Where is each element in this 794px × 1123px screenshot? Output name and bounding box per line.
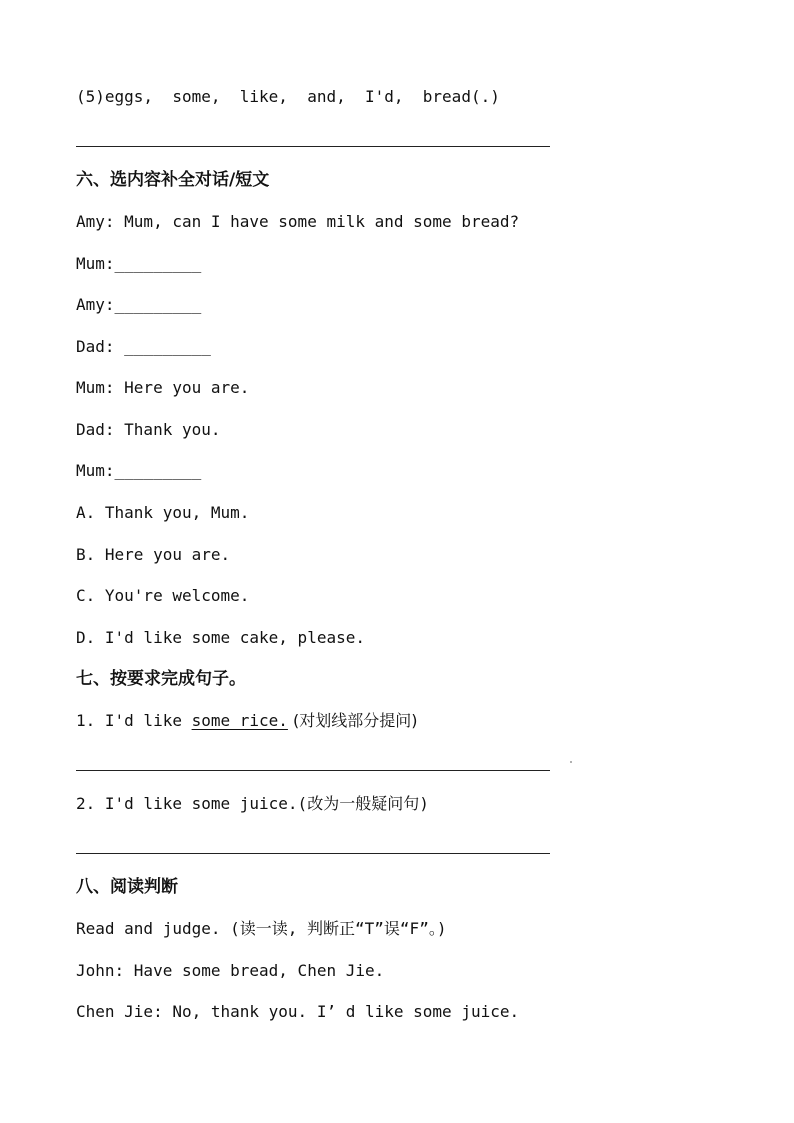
- answer-line-5: [76, 146, 550, 147]
- dialogue-line-1: Amy: Mum, can I have some milk and some bread?: [76, 212, 520, 231]
- option-b: B. Here you are.: [76, 545, 231, 564]
- answer-line-7-1: [76, 770, 550, 771]
- dialogue-line-2: Mum:_________: [76, 254, 202, 273]
- q1-underlined-phrase: some rice.: [191, 711, 288, 730]
- answer-line-7-2: [76, 853, 550, 854]
- dialogue-line-3: Amy:_________: [76, 295, 202, 314]
- section-8-title: 八、阅读判断: [76, 877, 178, 897]
- section-7-title: 七、按要求完成句子。: [76, 669, 246, 689]
- stray-dot: [570, 761, 572, 763]
- reading-line-1: John: Have some bread, Chen Jie.: [76, 961, 385, 980]
- question-5: (5)eggs, some, like, and, I'd, bread(.): [76, 87, 500, 106]
- option-c: C. You're welcome.: [76, 586, 250, 605]
- section-7-question-2: 2. I'd like some juice.(改为一般疑问句): [76, 794, 429, 813]
- dialogue-line-7: Mum:_________: [76, 461, 202, 480]
- option-d: D. I'd like some cake, please.: [76, 628, 365, 647]
- dialogue-line-5: Mum: Here you are.: [76, 378, 250, 397]
- section-7-question-1: [76, 711, 418, 731]
- option-a: A. Thank you, Mum.: [76, 503, 250, 522]
- section-8-instruction: Read and judge. (读一读, 判断正“T”误“F”。): [76, 919, 447, 938]
- dialogue-line-6: Dad: Thank you.: [76, 420, 221, 439]
- dialogue-line-4: Dad: _________: [76, 337, 211, 356]
- section-6-title: 六、选内容补全对话/短文: [76, 170, 270, 190]
- q1-prefix: 1. I'd like: [76, 711, 192, 730]
- q1-instruction: (对划线部分提问): [287, 711, 418, 730]
- reading-line-2: Chen Jie: No, thank you. I’ d like some juice.: [76, 1002, 520, 1021]
